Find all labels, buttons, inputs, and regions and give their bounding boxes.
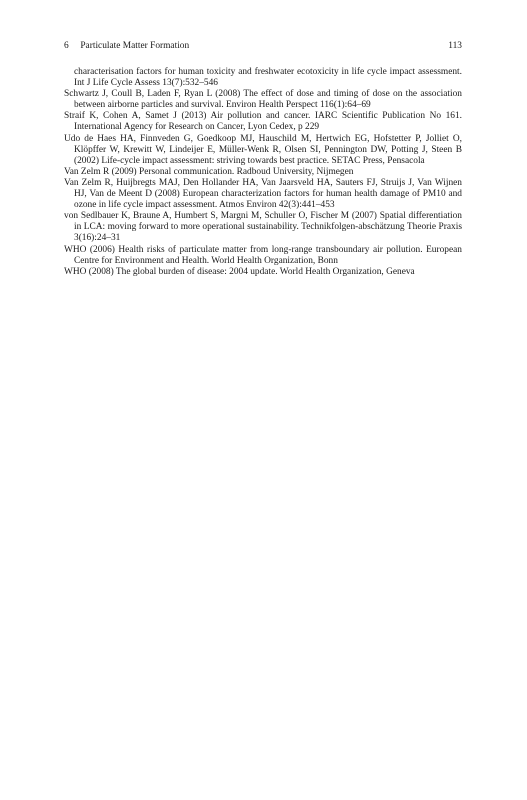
reference-entry: WHO (2008) The global burden of disease: 2004 update. World Health Organization, Geneva [64, 266, 415, 277]
chapter-heading [64, 40, 189, 52]
reference-entry: von Sedlbauer K, Braune A, Humbert S, Margni M, Schuller O, Fischer M (2007) Spatial differentiation in LCA: moving forward to more operational sustainability. Technikfolgen-abschätzung Theorie Praxis 3(16):24–31 [64, 211, 462, 244]
reference-entry: Schwartz J, Coull B, Laden F, Ryan L (2008) The effect of dose and timing of dose on the association between airborne particles and survival. Environ Health Perspect 116(1):64–69 [64, 89, 462, 111]
reference-list [64, 67, 462, 278]
reference-entry-continued: characterisation factors for human toxicity and freshwater ecotoxicity in life cycle impact assessment. Int J Life Cycle Assess 13(7):532–546 [74, 67, 462, 89]
reference-entry: Udo de Haes HA, Finnveden G, Goedkoop MJ, Hauschild M, Hertwich EG, Hofstetter P, Jolliet O, Klöpffer W, Krewitt W, Lindeijer E, Müller-Wenk R, Olsen SI, Pennington DW, Potting J, Steen B (2002) Life-cycle impact assessment: striving towards best practice. SETAC Press, Pensacola [64, 133, 462, 166]
book-page [64, 40, 462, 278]
chapter-number: 6 [64, 41, 69, 51]
reference-entry: WHO (2006) Health risks of particulate matter from long-range transboundary air pollution. European Centre for Environment and Health. World Health Organization, Bonn [64, 244, 462, 266]
page-number: 113 [448, 41, 462, 51]
reference-entry: Straif K, Cohen A, Samet J (2013) Air pollution and cancer. IARC Scientific Publication No 161. International Agency for Research on Cancer, Lyon Cedex, p 229 [64, 111, 462, 133]
reference-entry: Van Zelm R (2009) Personal communication. Radboud University, Nijmegen [64, 166, 354, 177]
chapter-title: Particulate Matter Formation [80, 41, 190, 51]
reference-entry: Van Zelm R, Huijbregts MAJ, Den Hollander HA, Van Jaarsveld HA, Sauters FJ, Struijs J, Van Wijnen HJ, Van de Meent D (2008) European characterization factors for human health damage of PM10 and ozone in life cycle impact assessment. Atmos Environ 42(3):441–453 [64, 177, 462, 211]
running-header [64, 40, 462, 52]
